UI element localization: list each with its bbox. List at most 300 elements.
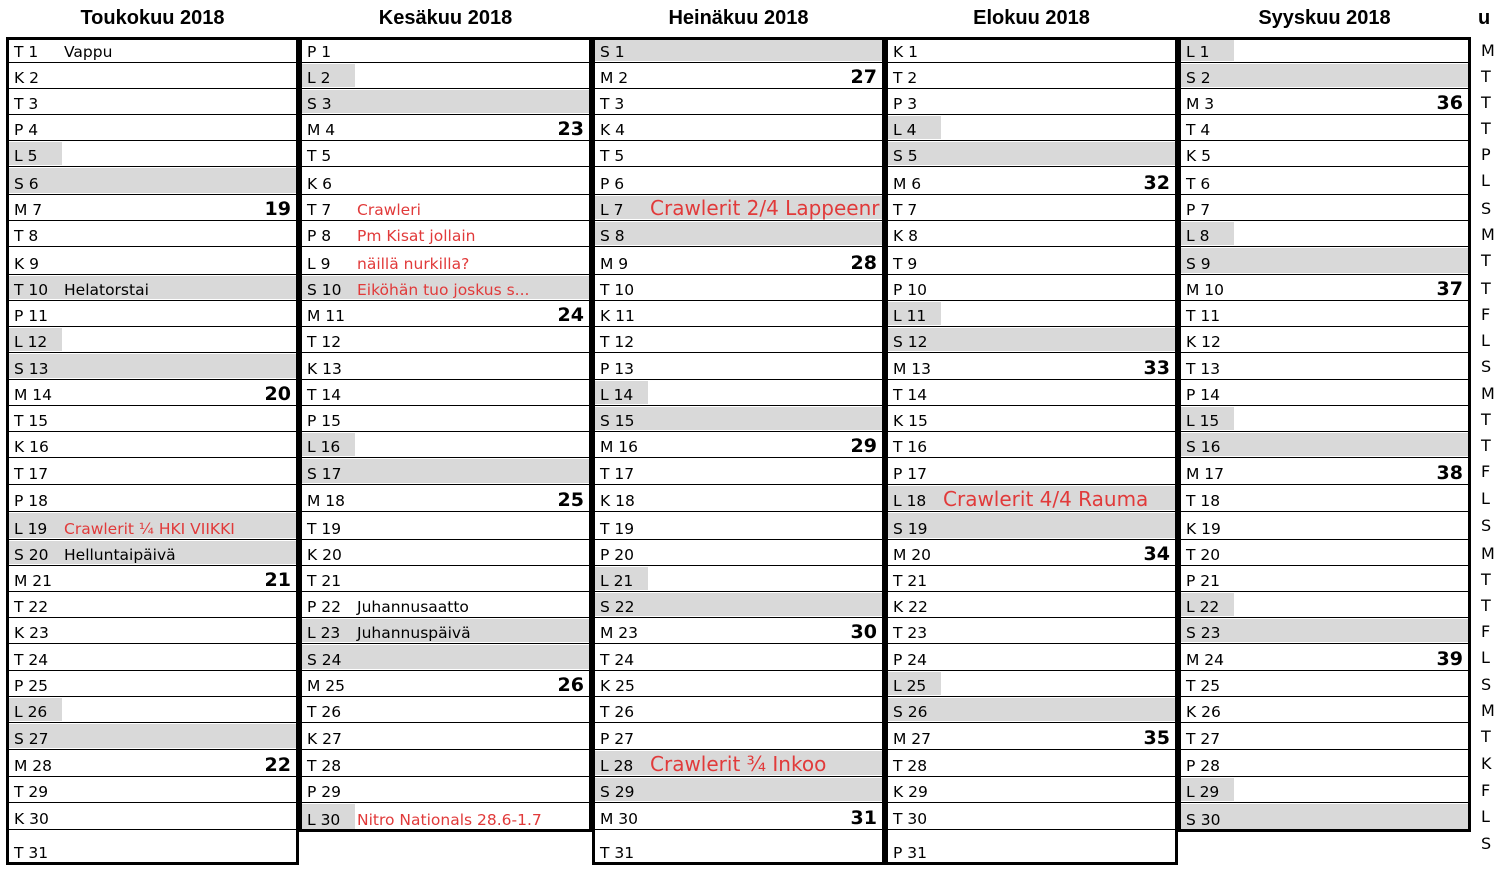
- day-row[interactable]: [592, 458, 885, 485]
- day-row[interactable]: [299, 618, 592, 644]
- day-row[interactable]: [1178, 63, 1471, 89]
- day-row[interactable]: [1178, 115, 1471, 141]
- next-month-day-fragment: F: [1481, 622, 1491, 641]
- day-row[interactable]: [885, 432, 1178, 458]
- day-label: L 28: [600, 757, 634, 775]
- day-row[interactable]: [885, 697, 1178, 723]
- day-label: L 15: [1186, 412, 1220, 430]
- day-label: T 19: [600, 520, 635, 538]
- day-label: T 14: [307, 386, 342, 404]
- day-label: T 17: [14, 465, 49, 483]
- day-row[interactable]: [6, 566, 299, 592]
- day-row[interactable]: [1178, 671, 1471, 697]
- day-row[interactable]: [885, 327, 1178, 353]
- day-row[interactable]: [885, 89, 1178, 115]
- day-label: T 5: [307, 147, 332, 165]
- day-label: L 25: [893, 677, 927, 695]
- day-row[interactable]: [592, 406, 885, 432]
- weekend-shading: [592, 778, 885, 801]
- day-label: S 24: [307, 651, 342, 669]
- week-number: 24: [557, 304, 584, 326]
- day-label: K 26: [1186, 703, 1221, 721]
- day-label: S 20: [14, 546, 49, 564]
- day-label: L 26: [14, 703, 48, 721]
- day-label: S 29: [600, 783, 635, 801]
- day-row[interactable]: [6, 195, 299, 221]
- day-row[interactable]: [885, 458, 1178, 485]
- day-row[interactable]: [885, 750, 1178, 777]
- day-label: M 9: [600, 255, 629, 273]
- day-label: P 10: [893, 281, 927, 299]
- day-row[interactable]: [1178, 618, 1471, 644]
- week-number: 20: [264, 383, 291, 405]
- day-row[interactable]: [1178, 750, 1471, 777]
- day-row[interactable]: [592, 803, 885, 830]
- weekend-shading: [6, 276, 299, 299]
- month-title: Syyskuu 2018: [1258, 6, 1391, 29]
- day-row[interactable]: [885, 37, 1178, 63]
- day-row[interactable]: [299, 275, 592, 301]
- day-row[interactable]: [592, 830, 885, 863]
- day-row[interactable]: [6, 671, 299, 697]
- next-month-day-fragment: M: [1481, 225, 1495, 244]
- day-label: S 17: [307, 465, 342, 483]
- day-row[interactable]: [6, 115, 299, 141]
- day-row[interactable]: [6, 485, 299, 512]
- day-row[interactable]: [1178, 301, 1471, 327]
- day-row[interactable]: [1178, 432, 1471, 458]
- day-label: T 13: [1186, 360, 1221, 378]
- day-row[interactable]: [592, 37, 885, 63]
- day-label: T 21: [307, 572, 342, 590]
- day-row[interactable]: [6, 89, 299, 115]
- day-label: P 8: [307, 227, 332, 245]
- day-row[interactable]: [885, 485, 1178, 512]
- day-label: K 2: [14, 69, 39, 87]
- day-label: S 5: [893, 147, 918, 165]
- day-label: M 6: [893, 175, 922, 193]
- day-label: L 16: [307, 438, 341, 456]
- day-label: L 9: [307, 255, 331, 273]
- day-row[interactable]: [299, 644, 592, 671]
- day-row[interactable]: [6, 697, 299, 723]
- week-number: 29: [850, 435, 877, 457]
- day-row[interactable]: [6, 247, 299, 275]
- day-label: T 2: [893, 69, 918, 87]
- weekend-shading: [1178, 64, 1471, 87]
- day-row[interactable]: [299, 380, 592, 406]
- day-row[interactable]: [1178, 458, 1471, 485]
- event-text: Helatorstai: [64, 281, 149, 299]
- day-label: M 23: [600, 624, 639, 642]
- day-label: S 2: [1186, 69, 1211, 87]
- week-number: 23: [557, 118, 584, 140]
- day-label: P 31: [893, 844, 927, 862]
- day-row[interactable]: [299, 566, 592, 592]
- day-row[interactable]: [1178, 167, 1471, 195]
- day-label: K 15: [893, 412, 928, 430]
- day-label: T 16: [893, 438, 928, 456]
- day-row[interactable]: [1178, 353, 1471, 380]
- day-label: T 24: [14, 651, 49, 669]
- day-row[interactable]: [592, 777, 885, 803]
- weekend-shading: [6, 168, 299, 193]
- day-row[interactable]: [885, 723, 1178, 750]
- day-row[interactable]: [299, 89, 592, 115]
- month-title: Toukokuu 2018: [80, 6, 225, 29]
- day-row[interactable]: [6, 141, 299, 167]
- event-text: Crawlerit 4/4 Rauma: [943, 487, 1149, 511]
- day-label: K 19: [1186, 520, 1221, 538]
- day-label: S 30: [1186, 811, 1221, 829]
- day-row[interactable]: [6, 618, 299, 644]
- day-label: T 30: [893, 810, 928, 828]
- day-label: S 12: [893, 333, 928, 351]
- day-row[interactable]: [885, 830, 1178, 863]
- next-month-day-fragment: T: [1481, 410, 1491, 429]
- day-label: L 11: [893, 307, 927, 325]
- day-row[interactable]: [1178, 37, 1471, 63]
- weekend-shading: [1178, 248, 1471, 273]
- day-label: S 27: [14, 730, 49, 748]
- day-row[interactable]: [1178, 195, 1471, 221]
- day-label: S 19: [893, 520, 928, 538]
- day-row[interactable]: [885, 380, 1178, 406]
- day-row[interactable]: [592, 167, 885, 195]
- day-label: P 17: [893, 465, 927, 483]
- day-label: K 16: [14, 438, 49, 456]
- day-label: L 23: [307, 624, 341, 642]
- day-label: P 13: [600, 360, 634, 378]
- day-row[interactable]: [592, 63, 885, 89]
- day-label: T 1: [14, 43, 39, 61]
- day-row[interactable]: [299, 803, 592, 830]
- day-row[interactable]: [1178, 644, 1471, 671]
- day-row[interactable]: [885, 540, 1178, 566]
- weekend-shading: [1178, 619, 1471, 642]
- day-row[interactable]: [1178, 221, 1471, 247]
- day-label: K 20: [307, 546, 342, 564]
- day-row[interactable]: [299, 750, 592, 777]
- day-row[interactable]: [1178, 247, 1471, 275]
- day-row[interactable]: [885, 247, 1178, 275]
- day-row[interactable]: [592, 327, 885, 353]
- day-row[interactable]: [1178, 723, 1471, 750]
- day-row[interactable]: [592, 247, 885, 275]
- day-row[interactable]: [6, 432, 299, 458]
- day-row[interactable]: [299, 723, 592, 750]
- day-label: P 4: [14, 121, 39, 139]
- month-column: [299, 0, 592, 873]
- day-label: P 11: [14, 307, 48, 325]
- day-row[interactable]: [1178, 777, 1471, 803]
- day-row[interactable]: [592, 566, 885, 592]
- day-row[interactable]: [299, 697, 592, 723]
- day-label: K 8: [893, 227, 918, 245]
- day-label: P 21: [1186, 572, 1220, 590]
- day-label: P 1: [307, 43, 332, 61]
- day-row[interactable]: [6, 644, 299, 671]
- next-month-day-fragment: S: [1481, 675, 1492, 694]
- day-row[interactable]: [885, 644, 1178, 671]
- day-row[interactable]: [299, 167, 592, 195]
- day-label: T 21: [893, 572, 928, 590]
- week-number: 30: [850, 621, 877, 643]
- day-label: T 20: [1186, 546, 1221, 564]
- day-row[interactable]: [592, 115, 885, 141]
- day-row[interactable]: [592, 618, 885, 644]
- day-row[interactable]: [1178, 566, 1471, 592]
- next-month-day-fragment: T: [1481, 67, 1491, 86]
- day-row[interactable]: [885, 195, 1178, 221]
- day-row[interactable]: [592, 380, 885, 406]
- day-label: L 14: [600, 386, 634, 404]
- next-month-day-fragment: S: [1481, 357, 1492, 376]
- day-label: L 18: [893, 492, 927, 510]
- day-label: P 29: [307, 783, 341, 801]
- day-row[interactable]: [299, 485, 592, 512]
- weekend-shading: [6, 724, 299, 748]
- day-row[interactable]: [592, 723, 885, 750]
- day-row[interactable]: [299, 247, 592, 275]
- next-month-day-fragment: M: [1481, 384, 1495, 403]
- event-text: näillä nurkilla?: [357, 255, 470, 273]
- day-row[interactable]: [1178, 592, 1471, 618]
- day-label: M 25: [307, 677, 346, 695]
- day-row[interactable]: [6, 803, 299, 830]
- day-row[interactable]: [592, 301, 885, 327]
- day-row[interactable]: [299, 592, 592, 618]
- day-row[interactable]: [885, 777, 1178, 803]
- day-label: M 17: [1186, 465, 1225, 483]
- day-row[interactable]: [6, 750, 299, 777]
- weekend-shading: [885, 513, 1178, 538]
- day-label: P 28: [1186, 757, 1220, 775]
- weekend-shading: [592, 222, 885, 245]
- week-number: 38: [1436, 462, 1463, 484]
- day-label: T 3: [14, 95, 39, 113]
- next-month-day-fragment: F: [1481, 462, 1491, 481]
- day-row[interactable]: [6, 327, 299, 353]
- day-row[interactable]: [885, 63, 1178, 89]
- day-row[interactable]: [885, 512, 1178, 540]
- day-row[interactable]: [592, 221, 885, 247]
- day-row[interactable]: [299, 301, 592, 327]
- day-label: M 27: [893, 730, 932, 748]
- day-row[interactable]: [6, 275, 299, 301]
- day-row[interactable]: [299, 406, 592, 432]
- weekend-shading: [592, 38, 885, 61]
- day-label: T 26: [600, 703, 635, 721]
- next-month-day-fragment: M: [1481, 544, 1495, 563]
- next-month-day-fragment: P: [1481, 145, 1491, 164]
- day-label: T 6: [1186, 175, 1211, 193]
- next-month-day-fragment: M: [1481, 41, 1495, 60]
- event-text: Nitro Nationals 28.6-1.7: [357, 811, 542, 829]
- day-label: K 12: [1186, 333, 1221, 351]
- day-label: K 9: [14, 255, 39, 273]
- day-label: S 26: [893, 703, 928, 721]
- day-row[interactable]: [299, 777, 592, 803]
- week-number: 28: [850, 252, 877, 274]
- day-row[interactable]: [885, 803, 1178, 830]
- day-row[interactable]: [592, 540, 885, 566]
- day-row[interactable]: [592, 485, 885, 512]
- day-row[interactable]: [592, 432, 885, 458]
- day-row[interactable]: [1178, 803, 1471, 830]
- day-row[interactable]: [299, 432, 592, 458]
- day-label: T 29: [14, 783, 49, 801]
- day-label: L 4: [893, 121, 917, 139]
- day-label: T 7: [893, 201, 918, 219]
- day-row[interactable]: [592, 141, 885, 167]
- day-row[interactable]: [592, 195, 885, 221]
- day-row[interactable]: [299, 671, 592, 697]
- day-label: P 7: [1186, 201, 1211, 219]
- day-row[interactable]: [1178, 512, 1471, 540]
- day-row[interactable]: [1178, 485, 1471, 512]
- day-row[interactable]: [592, 592, 885, 618]
- day-row[interactable]: [6, 592, 299, 618]
- day-row[interactable]: [299, 37, 592, 63]
- event-text: Crawleri: [357, 201, 421, 219]
- day-row[interactable]: [592, 697, 885, 723]
- week-number: 27: [850, 66, 877, 88]
- month-title: Elokuu 2018: [973, 6, 1090, 29]
- day-row[interactable]: [6, 301, 299, 327]
- event-text: Crawlerit ¼ HKI VIIKKI: [64, 520, 235, 538]
- day-row[interactable]: [6, 458, 299, 485]
- event-text: Crawlerit 2/4 Lappeenr: [650, 196, 880, 220]
- day-row[interactable]: [1178, 697, 1471, 723]
- day-label: K 27: [307, 730, 342, 748]
- day-row[interactable]: [885, 221, 1178, 247]
- day-row[interactable]: [6, 167, 299, 195]
- day-row[interactable]: [885, 301, 1178, 327]
- weekend-shading: [592, 593, 885, 616]
- day-row[interactable]: [299, 63, 592, 89]
- day-row[interactable]: [885, 115, 1178, 141]
- next-month-day-fragment: L: [1481, 331, 1490, 350]
- weekend-shading: [1178, 433, 1471, 456]
- day-row[interactable]: [885, 406, 1178, 432]
- day-row[interactable]: [1178, 327, 1471, 353]
- day-row[interactable]: [6, 723, 299, 750]
- day-row[interactable]: [1178, 540, 1471, 566]
- day-label: S 13: [14, 360, 49, 378]
- month-column: [1178, 0, 1471, 873]
- next-month-day-fragment: S: [1481, 834, 1492, 853]
- weekend-shading: [299, 459, 592, 483]
- day-label: T 23: [893, 624, 928, 642]
- next-month-day-fragment: T: [1481, 251, 1491, 270]
- day-label: S 3: [307, 95, 332, 113]
- day-row[interactable]: [592, 644, 885, 671]
- next-month-day-fragment: T: [1481, 727, 1491, 746]
- next-month-day-fragment: T: [1481, 93, 1491, 112]
- next-month-day-fragment: T: [1481, 436, 1491, 455]
- month-title: Kesäkuu 2018: [378, 6, 513, 29]
- day-label: M 13: [893, 360, 932, 378]
- day-row[interactable]: [885, 592, 1178, 618]
- day-row[interactable]: [592, 512, 885, 540]
- day-row[interactable]: [299, 458, 592, 485]
- next-month-day-fragment: T: [1481, 279, 1491, 298]
- day-row[interactable]: [1178, 141, 1471, 167]
- day-row[interactable]: [299, 195, 592, 221]
- day-row[interactable]: [6, 380, 299, 406]
- next-month-day-fragment: S: [1481, 199, 1492, 218]
- weekend-shading: [885, 142, 1178, 165]
- day-label: S 22: [600, 598, 635, 616]
- day-row[interactable]: [6, 512, 299, 540]
- day-label: K 18: [600, 492, 635, 510]
- day-row[interactable]: [885, 353, 1178, 380]
- day-row[interactable]: [299, 512, 592, 540]
- day-row[interactable]: [592, 671, 885, 697]
- day-row[interactable]: [6, 540, 299, 566]
- day-row[interactable]: [1178, 406, 1471, 432]
- day-label: T 10: [600, 281, 635, 299]
- month-column: [6, 0, 299, 873]
- day-row[interactable]: [592, 353, 885, 380]
- day-row[interactable]: [885, 566, 1178, 592]
- day-row[interactable]: [885, 275, 1178, 301]
- weekend-shading: [885, 328, 1178, 351]
- day-row[interactable]: [6, 406, 299, 432]
- event-text: Pm Kisat jollain: [357, 227, 476, 245]
- day-label: L 29: [1186, 783, 1220, 801]
- day-row[interactable]: [592, 89, 885, 115]
- day-row[interactable]: [299, 353, 592, 380]
- day-row[interactable]: [885, 167, 1178, 195]
- day-label: T 31: [14, 844, 49, 862]
- day-label: T 12: [600, 333, 635, 351]
- day-row[interactable]: [299, 115, 592, 141]
- day-row[interactable]: [6, 63, 299, 89]
- day-label: S 6: [14, 175, 39, 193]
- day-row[interactable]: [885, 671, 1178, 697]
- day-row[interactable]: [6, 221, 299, 247]
- day-label: L 19: [14, 520, 48, 538]
- day-row[interactable]: [592, 275, 885, 301]
- day-label: P 18: [14, 492, 48, 510]
- day-label: S 16: [1186, 438, 1221, 456]
- next-month-day-fragment: T: [1481, 119, 1491, 138]
- day-row[interactable]: [299, 327, 592, 353]
- day-row[interactable]: [299, 141, 592, 167]
- day-row[interactable]: [6, 777, 299, 803]
- day-label: P 6: [600, 175, 625, 193]
- next-month-day-fragment: K: [1481, 754, 1492, 773]
- day-row[interactable]: [1178, 380, 1471, 406]
- day-row[interactable]: [6, 353, 299, 380]
- day-row[interactable]: [592, 750, 885, 777]
- day-row[interactable]: [299, 540, 592, 566]
- day-label: L 21: [600, 572, 634, 590]
- weekend-shading: [299, 645, 592, 669]
- day-row[interactable]: [299, 221, 592, 247]
- day-row[interactable]: [6, 37, 299, 63]
- day-row[interactable]: [1178, 275, 1471, 301]
- next-month-day-fragment: L: [1481, 648, 1490, 667]
- day-row[interactable]: [885, 141, 1178, 167]
- week-number: 25: [557, 489, 584, 511]
- day-row[interactable]: [1178, 89, 1471, 115]
- day-row[interactable]: [6, 830, 299, 863]
- day-row[interactable]: [885, 618, 1178, 644]
- day-label: T 28: [307, 757, 342, 775]
